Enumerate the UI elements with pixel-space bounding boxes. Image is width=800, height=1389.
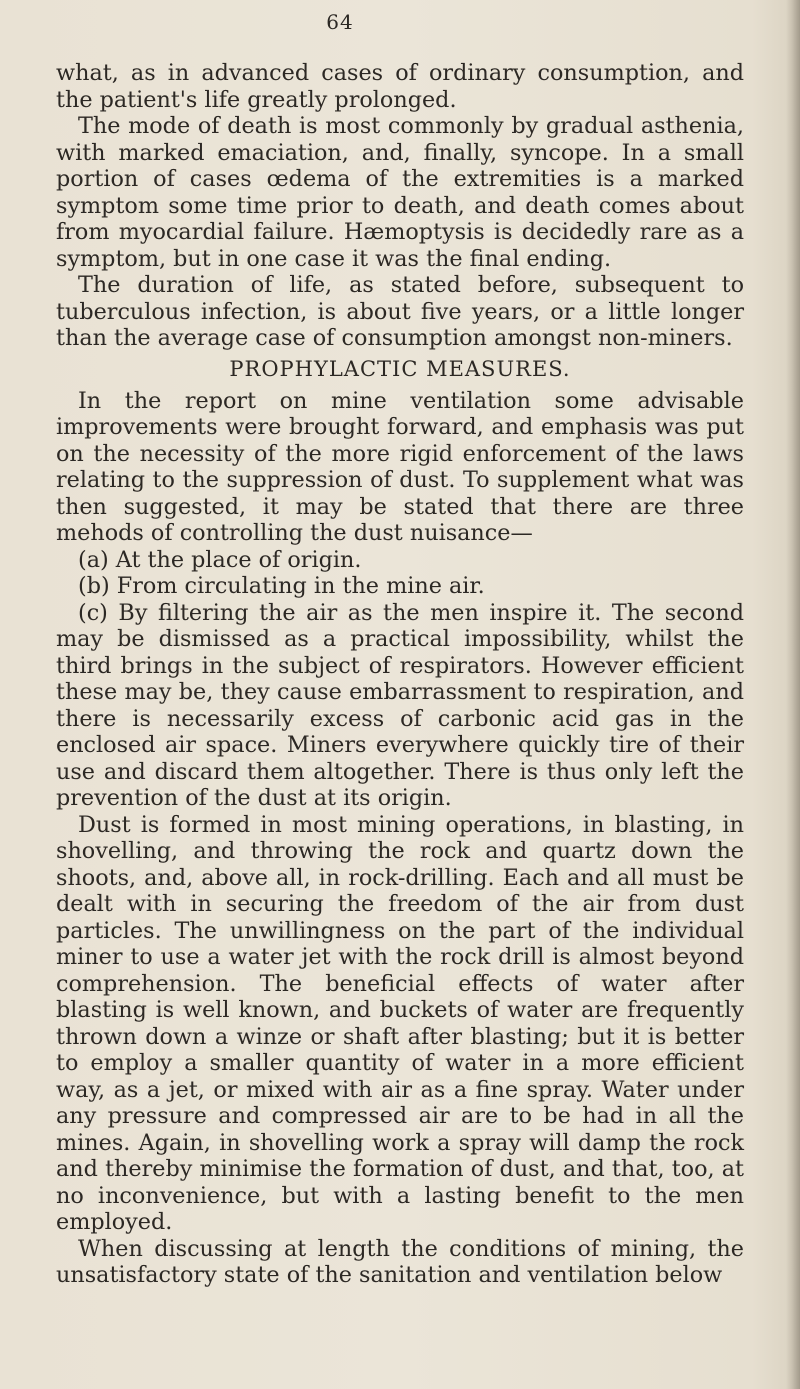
page-number: 64	[326, 10, 354, 34]
paragraph-duration-of-life: The duration of life, as stated before, subsequent to tuberculous infection, is about five years, or a little longer than the average case of consumption amongst non-miners.	[56, 272, 744, 351]
body-text	[56, 60, 744, 1289]
paragraph-dust-formation: Dust is formed in most mining operations, in blasting, in shovelling, and throwing the rock and quartz down the shoots, and, above all, in rock-drilling. Each and all must be dealt with in securing the freedom of the air from dust particles. The unwillingness on the part of the individual miner to use a water jet with the rock drill is almost beyond comprehension. The beneficial effects of water after blasting is well known, and buckets of water are frequently thrown down a winze or shaft after blasting; but it is better to employ a smaller quantity of water in a more efficient way, as a jet, or mixed with air as a fine spray. Water under any pressure and compressed air are to be had in all the mines. Again, in shovelling work a spray will damp the rock and thereby minimise the formation of dust, and that, too, at no inconvenience, but with a lasting benefit to the men employed.	[56, 811, 744, 1235]
paragraph-intro: In the report on mine ventilation some advisable improvements were brought forward, and emphasis was put on the necessity of the more rigid enforcement of the laws relating to the suppression of dust. To supplement what was then suggested, it may be stated that there are three mehods of controlling the dust nuisance—	[56, 387, 744, 546]
list-item-b: (b) From circulating in the mine air.	[78, 573, 485, 599]
paragraph-continuation: what, as in advanced cases of ordinary consumption, and the patient's life greatly prolonged.	[56, 60, 744, 113]
list-item-c: (c) By filtering the air as the men inspire it. The second may be dismissed as a practical impossibility, whilst the third brings in the subject of respirators. However efficient these may be, they cause embarrassment to respiration, and there is necessarily excess of carbonic acid gas in the enclosed air space. Miners everywhere quickly tire of their use and discard them altogether. There is thus only left the prevention of the dust at its origin.	[56, 599, 744, 811]
paragraph-sanitation: When discussing at length the conditions of mining, the unsatisfactory state of the sanitation and ventilation below	[56, 1235, 744, 1288]
section-heading: PROPHYLACTIC MEASURES.	[229, 356, 571, 381]
paragraph-mode-of-death: The mode of death is most commonly by gradual asthenia, with marked emaciation, and, finally, syncope. In a small portion of cases œdema of the extremities is a marked symptom some time prior to death, and death comes about from myocardial failure. Hæmoptysis is decidedly rare as a symptom, but in one case it was the final ending.	[56, 113, 744, 272]
list-item-a: (a) At the place of origin.	[78, 546, 362, 573]
page-edge-shadow	[786, 0, 800, 1389]
